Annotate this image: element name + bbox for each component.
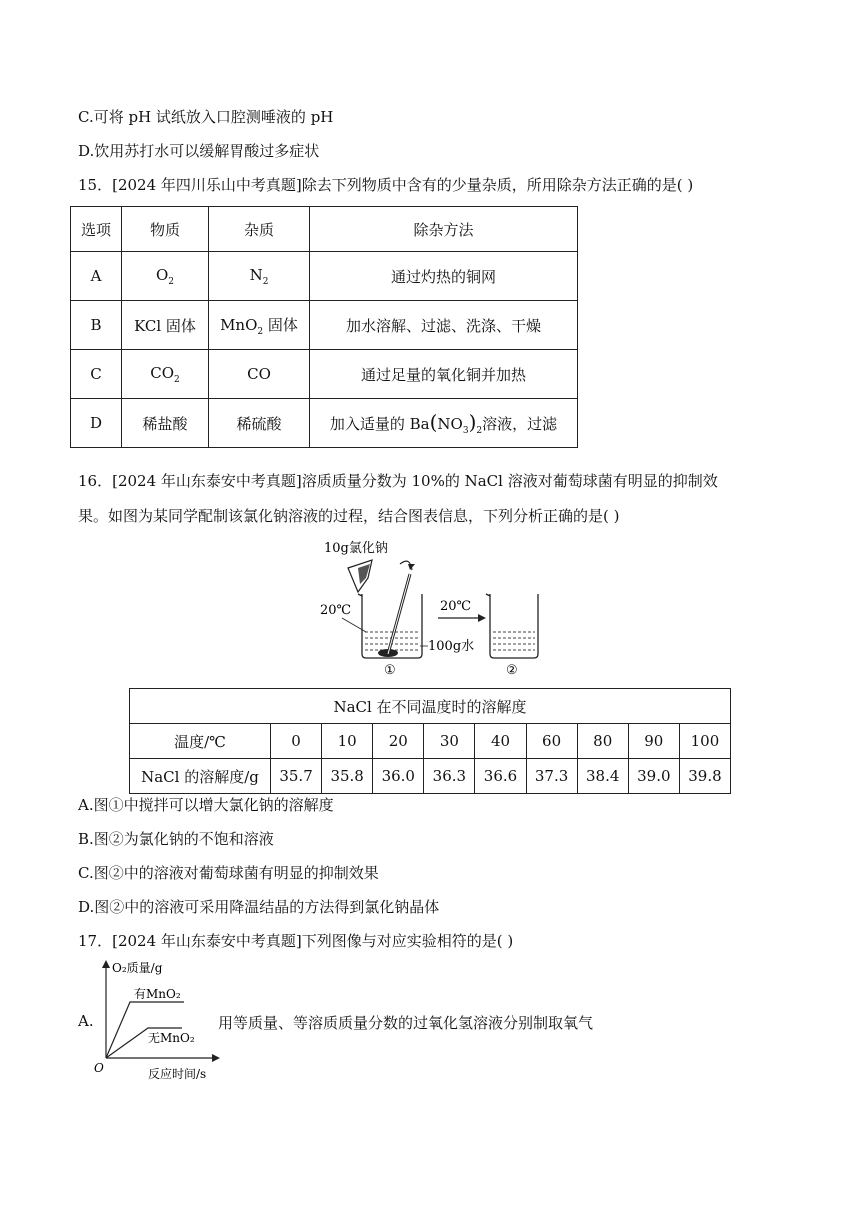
row-option: B bbox=[71, 301, 122, 350]
temp-cell: 80 bbox=[577, 724, 628, 759]
q16-stem-line2: 果。如图为某同学配制该氯化钠溶液的过程，结合图表信息，下列分析正确的是( ) bbox=[78, 507, 620, 525]
q16-solubility-table bbox=[129, 688, 731, 794]
solubility-cell: 36.3 bbox=[424, 759, 475, 794]
temp-cell: 100 bbox=[679, 724, 730, 759]
x-axis-label: 反应时间/s bbox=[148, 1067, 207, 1081]
row-impurity: CO bbox=[209, 350, 310, 399]
temp-cell: 90 bbox=[628, 724, 679, 759]
solubility-label: NaCl 的溶解度/g bbox=[130, 759, 271, 794]
q17-option-a-label: A. bbox=[78, 1012, 94, 1030]
solubility-cell: 39.8 bbox=[679, 759, 730, 794]
row-impurity: $N_2$ bbox=[209, 252, 310, 301]
solubility-cell: 39.0 bbox=[628, 759, 679, 794]
row-method: 加入适量的 $Ba(NO_3)_2$溶液，过滤 bbox=[310, 399, 578, 448]
q15-table bbox=[70, 206, 578, 448]
curve-without-label: 无MnO₂ bbox=[148, 1031, 195, 1045]
row-method: 通过足量的氧化铜并加热 bbox=[310, 350, 578, 399]
q15-stem: 15．[2024 年四川乐山中考真题]除去下列物质中含有的少量杂质，所用除杂方法正确的是( ) bbox=[78, 176, 694, 194]
solubility-cell: 35.7 bbox=[271, 759, 322, 794]
temp-cell: 10 bbox=[322, 724, 373, 759]
solubility-cell: 38.4 bbox=[577, 759, 628, 794]
header-method: 除杂方法 bbox=[310, 207, 578, 252]
q17-stem: 17．[2024 年山东泰安中考真题]下列图像与对应实验相符的是( ) bbox=[78, 932, 514, 950]
row-method: 通过灼热的铜网 bbox=[310, 252, 578, 301]
table-row bbox=[71, 252, 578, 301]
table-header-row bbox=[71, 207, 578, 252]
header-impurity: 杂质 bbox=[209, 207, 310, 252]
row-option: D bbox=[71, 399, 122, 448]
q16-option-d: D.图②中的溶液可采用降温结晶的方法得到氯化钠晶体 bbox=[78, 898, 440, 916]
q17-graph-a bbox=[92, 958, 222, 1082]
solubility-cell: 36.6 bbox=[475, 759, 526, 794]
q16-option-a: A.图①中搅拌可以增大氯化钠的溶解度 bbox=[78, 796, 334, 814]
table-row bbox=[130, 759, 731, 794]
q16-option-b: B.图②为氯化钠的不饱和溶液 bbox=[78, 830, 274, 848]
row-method: 加水溶解、过滤、洗涤、干燥 bbox=[310, 301, 578, 350]
beaker-2-icon bbox=[486, 594, 538, 658]
temp-cell: 60 bbox=[526, 724, 577, 759]
y-axis-label: O₂质量/g bbox=[112, 961, 163, 975]
temp-label: 温度/℃ bbox=[130, 724, 271, 759]
row-option: C bbox=[71, 350, 122, 399]
solubility-cell: 35.8 bbox=[322, 759, 373, 794]
table-row bbox=[71, 399, 578, 448]
row-impurity: MnO$_2$ 固体 bbox=[209, 301, 310, 350]
header-option: 选项 bbox=[71, 207, 122, 252]
label-temp-2: 20℃ bbox=[440, 599, 472, 614]
row-option: A bbox=[71, 252, 122, 301]
row-impurity: 稀硫酸 bbox=[209, 399, 310, 448]
label-2: ② bbox=[506, 663, 518, 678]
curve-with-label: 有MnO₂ bbox=[134, 987, 181, 1001]
solubility-cell: 36.0 bbox=[373, 759, 424, 794]
table-row bbox=[130, 689, 731, 724]
table-row bbox=[130, 724, 731, 759]
label-1: ① bbox=[384, 663, 396, 678]
row-substance: $CO_2$ bbox=[122, 350, 209, 399]
q16-option-c: C.图②中的溶液对葡萄球菌有明显的抑制效果 bbox=[78, 864, 379, 882]
temp-cell: 0 bbox=[271, 724, 322, 759]
origin-label: O bbox=[94, 1061, 104, 1075]
label-water: 100g水 bbox=[428, 639, 475, 654]
q16-stem-line1: 16．[2024 年山东泰安中考真题]溶质质量分数为 10%的 NaCl 溶液对葡萄球菌有明显的抑制效 bbox=[78, 472, 718, 490]
row-substance: KCl 固体 bbox=[122, 301, 209, 350]
q17-option-a-text: 用等质量、等溶质质量分数的过氧化氢溶液分别制取氧气 bbox=[218, 1014, 594, 1032]
row-substance: 稀盐酸 bbox=[122, 399, 209, 448]
temp-cell: 20 bbox=[373, 724, 424, 759]
temp-cell: 30 bbox=[424, 724, 475, 759]
solubility-cell: 37.3 bbox=[526, 759, 577, 794]
row-substance: $O_2$ bbox=[122, 252, 209, 301]
table-row bbox=[71, 301, 578, 350]
q16-figure bbox=[300, 534, 560, 684]
label-salt: 10g氯化钠 bbox=[324, 541, 388, 556]
q14-option-d: D.饮用苏打水可以缓解胃酸过多症状 bbox=[78, 142, 320, 160]
q14-option-c: C.可将 pH 试纸放入口腔测唾液的 pH bbox=[78, 108, 334, 126]
table-row bbox=[71, 350, 578, 399]
label-temp-1: 20℃ bbox=[320, 603, 352, 618]
table-title: NaCl 在不同温度时的溶解度 bbox=[130, 689, 731, 724]
temp-cell: 40 bbox=[475, 724, 526, 759]
header-substance: 物质 bbox=[122, 207, 209, 252]
